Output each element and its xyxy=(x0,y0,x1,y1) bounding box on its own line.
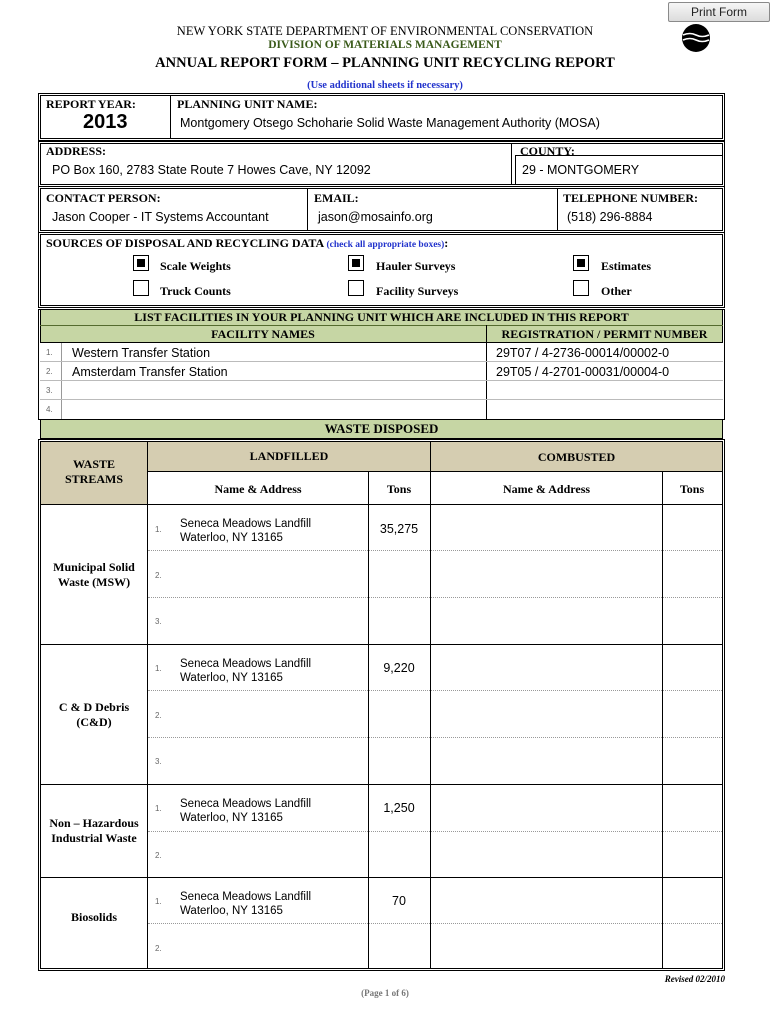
waste-entry-address: Waterloo, NY 13165 xyxy=(180,672,283,684)
waste-entry-number: 2. xyxy=(155,944,162,953)
facility-row-number: 3. xyxy=(46,386,53,395)
hauler-surveys-label: Hauler Surveys xyxy=(376,259,456,273)
truck-counts-label: Truck Counts xyxy=(160,284,231,298)
page-title: ANNUAL REPORT FORM – PLANNING UNIT RECYCLING REPORT xyxy=(155,55,615,71)
agency-name: NEW YORK STATE DEPARTMENT OF ENVIRONMENTAL CONSERVATION xyxy=(176,24,594,38)
truck-counts-checkbox[interactable] xyxy=(133,280,149,296)
planning-unit-label: PLANNING UNIT NAME: xyxy=(177,97,318,111)
waste-entry-name[interactable]: Seneca Meadows Landfill xyxy=(180,891,312,903)
facility-registration[interactable]: 29T07 / 4-2736-00014/00002-0 xyxy=(496,346,670,360)
waste-entry-number: 3. xyxy=(155,757,162,766)
revised-date: Revised 02/2010 xyxy=(664,974,725,984)
facility-name[interactable]: Amsterdam Transfer Station xyxy=(72,365,228,379)
county-label: COUNTY: xyxy=(520,144,575,158)
division-name: DIVISION OF MATERIALS MANAGEMENT xyxy=(268,39,502,51)
email-value[interactable]: jason@mosainfo.org xyxy=(318,210,433,224)
facility-name[interactable]: Western Transfer Station xyxy=(72,346,211,360)
report-year-value[interactable]: 2013 xyxy=(83,111,128,133)
waste-entry-number: 3. xyxy=(155,617,162,626)
email-label: EMAIL: xyxy=(314,191,359,205)
waste-disposed-title: WASTE DISPOSED xyxy=(324,421,439,436)
contact-person-label: CONTACT PERSON: xyxy=(46,191,161,205)
county-value: 29 - MONTGOMERY xyxy=(522,163,640,177)
waste-entry-number: 2. xyxy=(155,711,162,720)
contact-person-value[interactable]: Jason Cooper - IT Systems Accountant xyxy=(52,210,269,224)
landfilled-name-address-header: Name & Address xyxy=(214,482,302,496)
facility-row-number: 4. xyxy=(46,405,53,414)
facility-surveys-label: Facility Surveys xyxy=(376,284,459,298)
other-checkbox[interactable] xyxy=(573,280,589,296)
additional-sheets-note: (Use additional sheets if necessary) xyxy=(307,80,463,91)
waste-stream-label-cd: C & D Debris (C&D) xyxy=(58,700,130,729)
combusted-header: COMBUSTED xyxy=(537,450,616,464)
estimates-checkbox[interactable] xyxy=(573,255,589,271)
facility-registration[interactable]: 29T05 / 4-2701-00031/00004-0 xyxy=(496,365,670,379)
waste-entry-address: Waterloo, NY 13165 xyxy=(180,532,283,544)
planning-unit-value[interactable]: Montgomery Otsego Schoharie Solid Waste Management Authority (MOSA) xyxy=(180,116,600,130)
waste-entry-name[interactable]: Seneca Meadows Landfill xyxy=(180,658,312,670)
scale-weights-label: Scale Weights xyxy=(160,259,231,273)
waste-entry-tons[interactable]: 70 xyxy=(392,894,406,908)
registration-header: REGISTRATION / PERMIT NUMBER xyxy=(501,327,708,341)
facilities-band-title: LIST FACILITIES IN YOUR PLANNING UNIT WHICH ARE INCLUDED IN THIS REPORT xyxy=(134,310,629,324)
report-year-label: REPORT YEAR: xyxy=(46,97,136,111)
other-label: Other xyxy=(601,284,632,298)
waste-streams-header: WASTE STREAMS xyxy=(64,457,123,486)
address-label: ADDRESS: xyxy=(46,144,107,158)
page-number: (Page 1 of 6) xyxy=(361,988,409,998)
landfilled-header: LANDFILLED xyxy=(249,449,329,463)
facility-row-number: 1. xyxy=(46,348,53,357)
waste-entry-tons[interactable]: 35,275 xyxy=(379,522,419,536)
waste-entry-tons[interactable]: 1,250 xyxy=(383,801,415,815)
telephone-label: TELEPHONE NUMBER: xyxy=(563,191,699,205)
waste-entry-number: 2. xyxy=(155,851,162,860)
address-value[interactable]: PO Box 160, 2783 State Route 7 Howes Cave, NY 12092 xyxy=(52,163,371,177)
estimates-label: Estimates xyxy=(601,259,651,273)
waste-entry-number: 1. xyxy=(155,664,162,673)
waste-entry-address: Waterloo, NY 13165 xyxy=(180,905,283,917)
facility-surveys-checkbox[interactable] xyxy=(348,280,364,296)
scale-weights-checkbox[interactable] xyxy=(133,255,149,271)
facility-names-header: FACILITY NAMES xyxy=(211,327,315,341)
landfilled-tons-header: Tons xyxy=(386,482,412,496)
print-form-button[interactable]: Print Form xyxy=(668,2,770,22)
waste-entry-number: 1. xyxy=(155,804,162,813)
waste-entry-name[interactable]: Seneca Meadows Landfill xyxy=(180,798,312,810)
waste-stream-label-msw: Municipal Solid Waste (MSW) xyxy=(53,560,135,589)
hauler-surveys-checkbox[interactable] xyxy=(348,255,364,271)
waste-entry-number: 2. xyxy=(155,571,162,580)
waste-stream-label-biosolids: Biosolids xyxy=(70,910,118,924)
dec-logo-icon xyxy=(681,23,711,53)
waste-entry-name[interactable]: Seneca Meadows Landfill xyxy=(180,518,312,530)
sources-hint: (check all appropriate boxes) xyxy=(326,240,445,250)
waste-entry-number: 1. xyxy=(155,897,162,906)
waste-entry-number: 1. xyxy=(155,525,162,534)
facility-row-number: 2. xyxy=(46,367,53,376)
sources-label: SOURCES OF DISPOSAL AND RECYCLING DATA (check all appropriate boxes): xyxy=(46,236,449,250)
combusted-tons-header: Tons xyxy=(679,482,705,496)
combusted-name-address-header: Name & Address xyxy=(502,482,591,496)
waste-stream-label-industrial: Non – Hazardous Industrial Waste xyxy=(49,816,139,845)
telephone-value[interactable]: (518) 296-8884 xyxy=(567,210,653,224)
waste-entry-tons[interactable]: 9,220 xyxy=(383,661,415,675)
waste-entry-address: Waterloo, NY 13165 xyxy=(180,812,283,824)
